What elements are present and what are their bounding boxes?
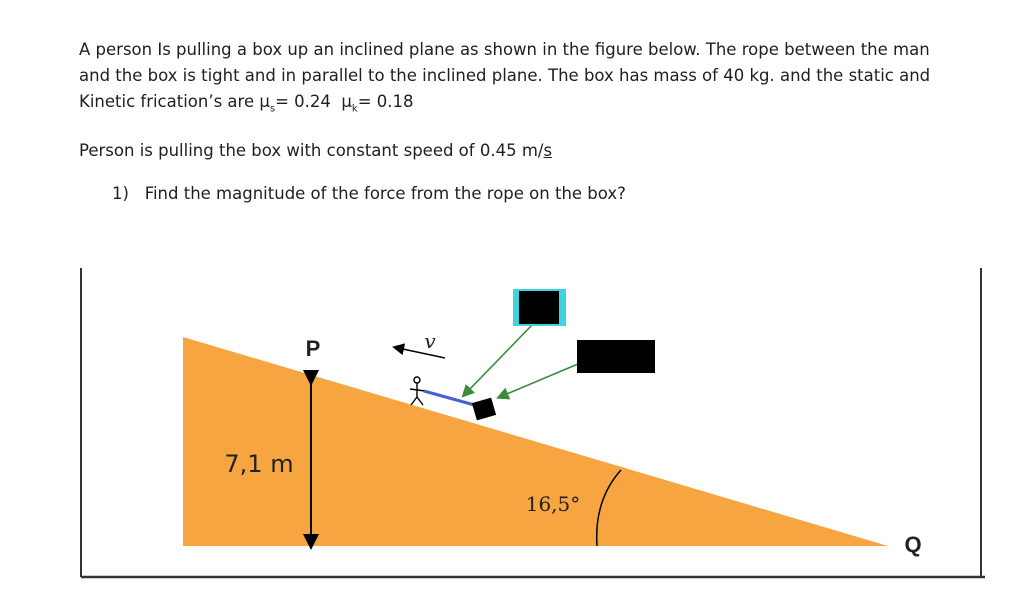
mu-s-value: = 0.24 — [275, 92, 342, 111]
label-q: Q — [904, 532, 922, 557]
rope — [424, 391, 478, 406]
person-figure — [410, 377, 425, 405]
velocity-label: v — [424, 329, 436, 353]
mu-k-value: = 0.18 — [357, 92, 414, 111]
velocity-arrow — [398, 348, 445, 358]
problem-line-1: A person Is pulling a box up an inclined plane as shown in the figure below. The rope between the man — [79, 40, 930, 59]
angle-label: 16,5° — [525, 492, 581, 516]
mu-k-subscript: k — [351, 103, 358, 115]
mu-symbol-k: μ — [341, 92, 352, 111]
redaction-block-2 — [577, 340, 655, 373]
problem-line-3: Kinetic frication’s are — [79, 92, 260, 111]
mu-symbol: μ — [259, 92, 270, 111]
height-label: 7,1 m — [224, 450, 294, 478]
force-arrow-1 — [466, 323, 534, 393]
box — [472, 398, 496, 421]
redaction-block-1 — [519, 291, 559, 324]
speed-unit-tail: s — [543, 141, 553, 160]
question-text: Find the magnitude of the force from the rope on the box? — [144, 184, 626, 203]
question-number: 1) — [112, 184, 129, 203]
mu-s-subscript: s — [269, 103, 276, 115]
force-arrow-2 — [502, 364, 578, 396]
problem-line-2: and the box is tight and in parallel to the inclined plane. The box has mass of 40 kg. and the static and — [79, 66, 931, 85]
speed-text: Person is pulling the box with constant speed of 0.45 m/ — [79, 141, 544, 160]
label-p: P — [305, 336, 321, 361]
